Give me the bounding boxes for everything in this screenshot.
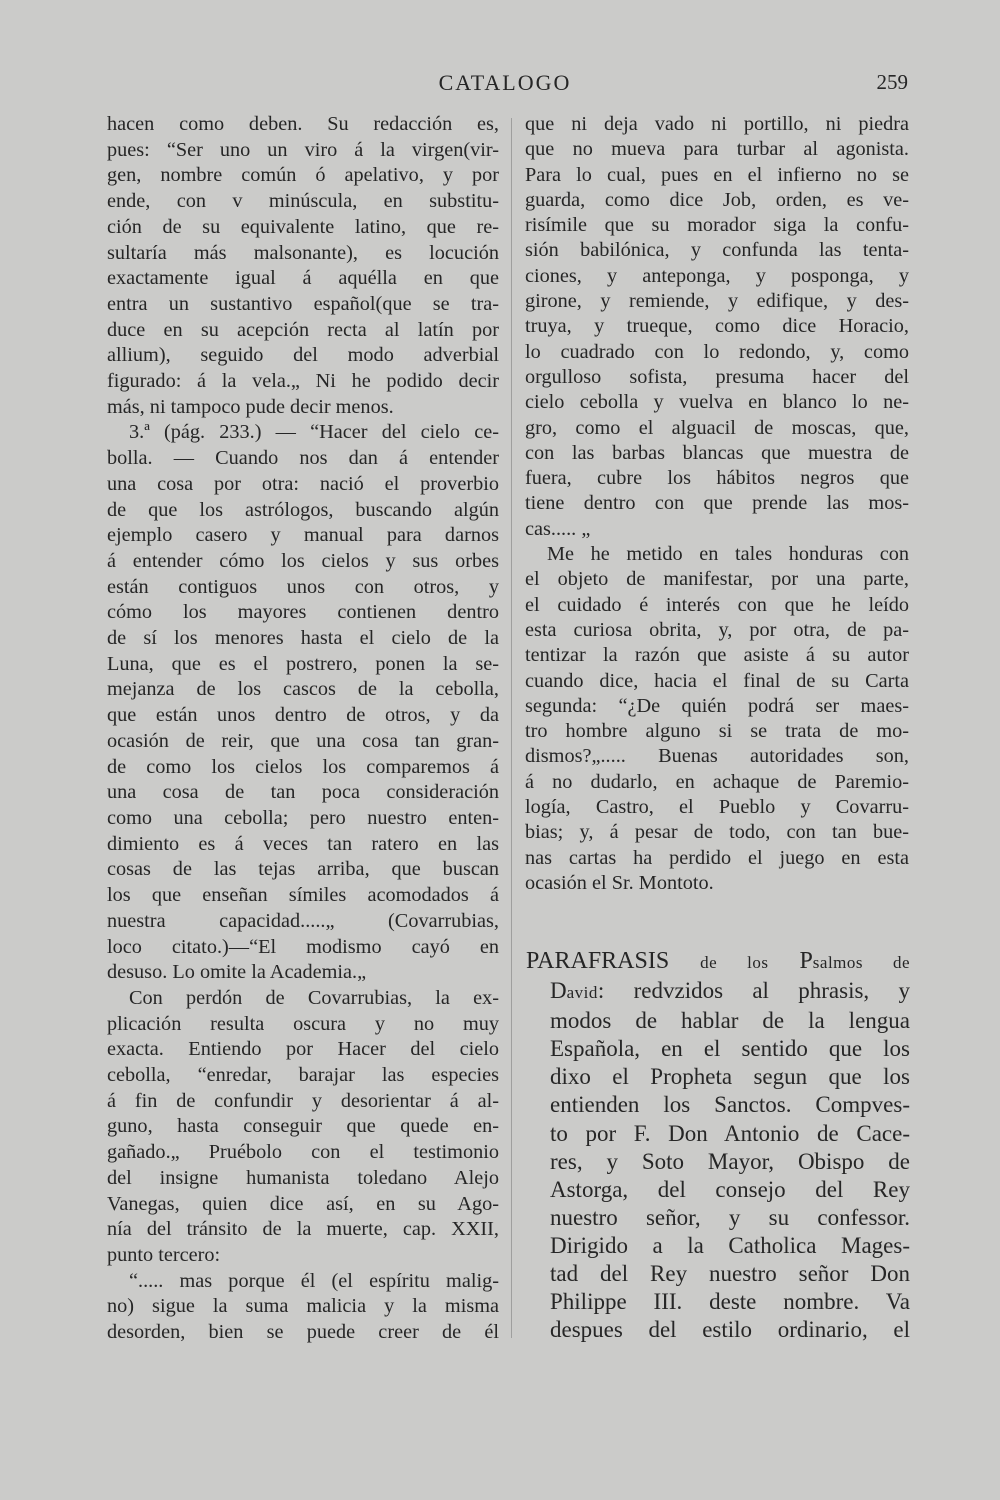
- text-line: pues: “Ser uno un viro á la virgen(vir-: [107, 138, 499, 161]
- text-line: ejemplo casero y manual para darnos: [107, 524, 499, 547]
- text-line: tiene dentro con que prende las mos-: [525, 492, 909, 515]
- column-divider: [511, 118, 512, 1338]
- text-line: como una cebolla; pero nuestro enten-: [107, 806, 499, 829]
- text-line: de que los astrólogos, buscando algún: [107, 498, 499, 521]
- text-line: esta curiosa obrita, y, por otra, de pa-: [525, 618, 909, 641]
- text-line: ocasión de reir, que una cosa tan gran-: [107, 729, 499, 752]
- text-line: orgulloso sofista, presuma hacer del: [525, 365, 909, 388]
- entry-heading-initial: P: [799, 948, 813, 974]
- running-head: CATALOGO: [438, 70, 572, 95]
- catalog-entry: [526, 947, 910, 1344]
- text-line: cielo cebolla y vuelva en blanco lo ne-: [525, 391, 909, 414]
- text-line: 3.ª (pág. 233.) — “Hacer del cielo ce-: [129, 421, 499, 444]
- text-line: cosas de las tejas arriba, que buscan: [107, 858, 499, 881]
- text-line: cas..... „: [525, 517, 591, 540]
- text-line: plicación resulta oscura y no muy: [107, 1012, 499, 1035]
- text-line: Me he metido en tales honduras con: [547, 543, 909, 566]
- text-line: que están unos dentro de otros, y da: [107, 704, 499, 727]
- text-line: mejanza de los cascos de la cebolla,: [107, 678, 499, 701]
- text-line: lo cuadrado con lo redondo, y, como: [525, 340, 909, 363]
- text-line: ocasión el Sr. Montoto.: [525, 871, 714, 894]
- text-line: cómo los mayores contienen dentro: [107, 601, 499, 624]
- entry-heading: PARAFRASIS: [526, 948, 670, 974]
- text-line: punto tercero:: [107, 1243, 221, 1266]
- text-line: figurado: á la vela.„ Ni he podido decir: [107, 370, 499, 393]
- text-line: ende, con v minúscula, en substitu-: [107, 190, 499, 213]
- text-line: dismos?„..... Buenas autoridades son,: [525, 745, 909, 768]
- text-line: allium), seguido del modo adverbial: [107, 344, 499, 367]
- entry-line: Astorga, del consejo del Rey: [550, 1176, 910, 1202]
- text-line: “..... mas porque él (el espíritu malig-: [129, 1269, 499, 1292]
- text-line: exactamente igual á aquélla en que: [107, 267, 499, 290]
- entry-line: tad del Rey nuestro señor Don: [550, 1261, 910, 1287]
- text-line: el cuidado é interés con que he leído: [525, 593, 909, 616]
- text-line: fuera, cubre los hábitos negros que: [525, 467, 909, 490]
- entry-line: entienden los Sanctos. Compves-: [550, 1092, 910, 1118]
- text-line: tro hombre alguno si se trata de mo-: [525, 720, 909, 743]
- text-line: Luna, que es el postrero, ponen la se-: [107, 652, 499, 675]
- text-line: de como los cielos los comparemos á: [107, 755, 499, 778]
- text-line: á entender cómo los cielos y sus orbes: [107, 549, 499, 572]
- entry-line: dixo el Propheta segun que los: [550, 1064, 910, 1090]
- text-line: guarda, como dice Job, orden, es ve-: [525, 188, 909, 211]
- text-line: que ni deja vado ni portillo, ni piedra: [525, 113, 909, 135]
- text-line: tentizar la razón que asiste á su autor: [525, 644, 909, 667]
- page-number: 259: [876, 70, 908, 94]
- text-line: Para lo cual, pues en el infierno no se: [525, 163, 909, 186]
- right-column: [525, 112, 909, 896]
- entry-text: : redvzidos al phrasis, y: [597, 978, 910, 1004]
- text-line: logía, Castro, el Pueblo y Covarru-: [525, 796, 909, 819]
- text-line: desuso. Lo omite la Academia.„: [107, 961, 367, 984]
- text-line: risímile que su morador siga la confu-: [525, 214, 909, 237]
- text-line: truya, y trueque, como dice Horacio,: [525, 315, 909, 338]
- text-line: están contiguos unos con otros, y: [107, 575, 499, 598]
- text-line: del insigne humanista toledano Alejo: [107, 1166, 499, 1189]
- text-line: sultaría más malsonante), es locución: [107, 241, 499, 264]
- text-line: exacta. Entiendo por Hacer del cielo: [107, 1038, 499, 1061]
- text-line: los que enseñan símiles acomodados á: [107, 884, 499, 907]
- text-line: ciones, y anteponga, y posponga, y: [525, 264, 909, 287]
- entry-line: [526, 977, 910, 1007]
- text-line: cuando dice, hacia el final de su Carta: [525, 669, 909, 692]
- text-line: cebolla, “enredar, barajar las especies: [107, 1064, 499, 1087]
- entry-heading-line: [526, 947, 910, 977]
- entry-line: despues del estilo ordinario, el: [550, 1317, 910, 1343]
- text-line: el objeto de manifestar, por una parte,: [525, 568, 909, 591]
- text-line: loco citato.)—“El modismo cayó en: [107, 935, 499, 958]
- text-line: hacen como deben. Su redacción es,: [107, 113, 499, 135]
- text-line: nía del tránsito de la muerte, cap. XXII,: [107, 1218, 499, 1241]
- text-line: desorden, bien se puede creer de él: [107, 1321, 499, 1344]
- text-line: ción de su equivalente latino, que re-: [107, 215, 499, 238]
- text-line: sión babilónica, y confunda las tenta-: [525, 239, 909, 262]
- text-line: gen, nombre común ó apelativo, y por: [107, 164, 499, 187]
- entry-line: modos de hablar de la lengua: [550, 1008, 910, 1034]
- text-line: una cosa de tan poca consideración: [107, 781, 499, 804]
- left-column: [107, 112, 499, 1346]
- text-line: gañado.„ Pruébolo con el testimonio: [107, 1141, 499, 1164]
- text-line: Vanegas, quien dice así, en su Ago-: [107, 1192, 499, 1215]
- text-line: que no mueva para turbar al agonista.: [525, 138, 909, 161]
- text-line: Con perdón de Covarrubias, la ex-: [129, 986, 499, 1009]
- text-line: más, ni tampoco pude decir menos.: [107, 395, 394, 418]
- text-line: nas cartas ha perdido el juego en esta: [525, 846, 909, 869]
- text-line: no) sigue la suma malicia y la misma: [107, 1295, 499, 1318]
- entry-line: Española, en el sentido que los: [550, 1036, 910, 1062]
- text-line: una cosa por otra: nació el proverbio: [107, 472, 499, 495]
- entry-heading-smallcaps: avid: [566, 983, 598, 1003]
- text-line: con las barbas blancas que muestra de: [525, 441, 909, 464]
- text-line: entra un sustantivo español(que se tra-: [107, 292, 499, 315]
- text-line: á fin de confundir y desorientar á al-: [107, 1089, 499, 1112]
- text-line: bias; y, á pesar de todo, con tan bue-: [525, 821, 909, 844]
- text-line: gro, como el alguacil de moscas, que,: [525, 416, 909, 439]
- entry-line: Philippe III. deste nombre. Va: [550, 1289, 910, 1315]
- text-line: segunda: “¿De quién podrá ser maes-: [525, 694, 909, 717]
- entry-heading-initial: D: [550, 978, 567, 1004]
- text-line: dimiento es á veces tan ratero en las: [107, 832, 499, 855]
- entry-line: Dirigido a la Catholica Mages-: [550, 1232, 910, 1258]
- entry-line: to por F. Don Antonio de Cace-: [550, 1120, 910, 1146]
- entry-heading-smallcaps: salmos de: [812, 953, 911, 972]
- entry-line: nuestro señor, y su confessor.: [550, 1204, 910, 1230]
- entry-heading-smallcaps: de los: [700, 953, 769, 972]
- text-line: duce en su acepción recta al latín por: [107, 318, 499, 341]
- entry-line: res, y Soto Mayor, Obispo de: [550, 1148, 910, 1174]
- text-line: á no dudarlo, en achaque de Paremio-: [525, 770, 909, 793]
- text-line: bolla. — Cuando nos dan á entender: [107, 447, 499, 470]
- text-line: girone, y remiende, y edifique, y des-: [525, 290, 909, 313]
- text-line: de sí los menores hasta el cielo de la: [107, 627, 499, 650]
- text-line: guno, hasta conseguir que quede en-: [107, 1115, 499, 1138]
- text-line: nuestra capacidad.....„ (Covarrubias,: [107, 909, 499, 932]
